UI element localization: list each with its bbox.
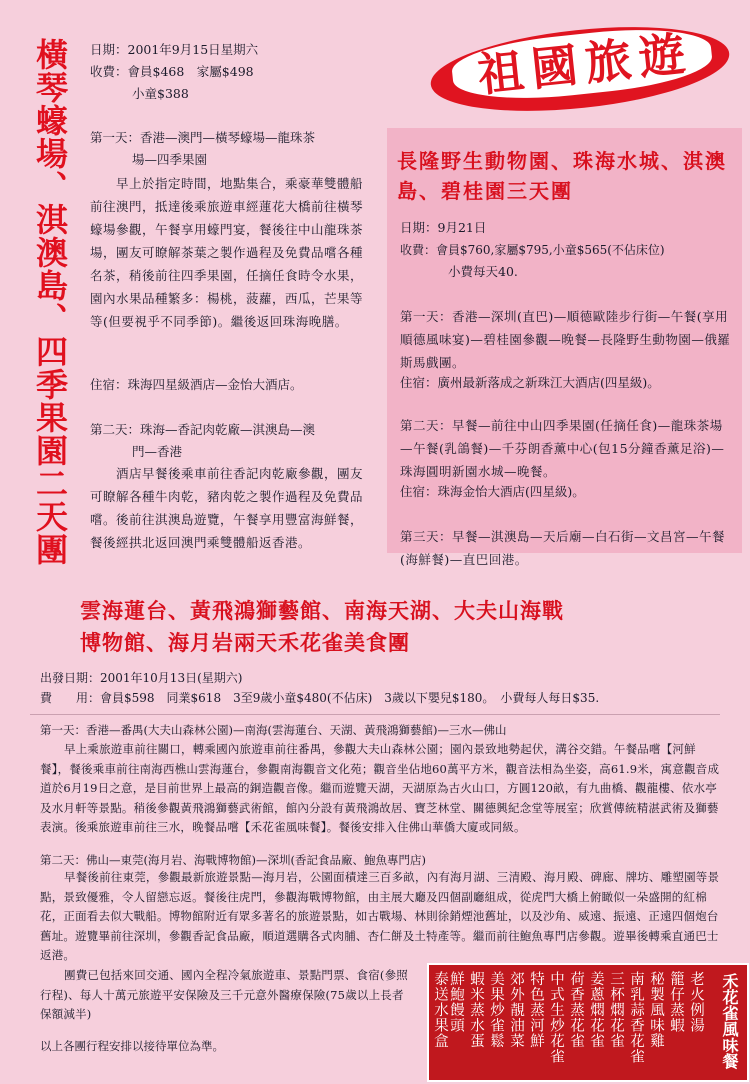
menu-item: 三杯燜花雀	[608, 971, 624, 1049]
menu-item: 特色蒸河鮮	[528, 971, 544, 1049]
tour2-date: 日期：9月21日	[400, 220, 487, 235]
tour3-day1-heading: 第一天：香港—番禺(大夫山森林公園)—南海(雲海蓮台、天湖、黃飛鴻獅藝館)—三水—佛山	[40, 723, 507, 737]
menu-item: 姜蔥燜花雀	[588, 971, 604, 1049]
menu-item: 老火例湯	[688, 971, 704, 1033]
menu-box	[427, 963, 749, 1082]
menu-item: 荷香蒸花雀	[568, 971, 584, 1049]
tour2-day2: 第二天：早餐—前往中山四季果園(任摘任食)—龍珠茶場—午餐(乳鴿餐)—千芬朗香薰中心(包15分鐘香薰足浴)—珠海圓明新園水城—晚餐。	[400, 418, 725, 479]
tour1-day2-heading: 第二天：珠海—香記肉乾廠—淇澳島—澳	[90, 422, 316, 437]
tour3-day2-heading: 第二天：佛山—東莞(海月岩、海戰博物館)—深圳(香記食品廠、鮑魚專門店)	[40, 853, 426, 867]
menu-item: 南乳蒜香花雀	[628, 971, 644, 1064]
menu-title: 禾花雀風味餐	[720, 973, 739, 1069]
tour1-date: 日期：2001年9月15日星期六	[90, 42, 259, 57]
tour3-title-line1: 雲海蓮台、黃飛鴻獅藝館、南海天湖、大夫山海戰	[80, 598, 564, 623]
menu-item: 中式生炒花雀	[548, 971, 564, 1064]
menu-item: 郊外靚油菜	[508, 971, 524, 1049]
tour1-day1-stay: 住宿：珠海四星級酒店—金怡大酒店。	[90, 377, 303, 392]
logo-text: 祖國旅遊	[475, 25, 696, 103]
tour1-day1-heading2: 場—四季果園	[132, 152, 208, 167]
tour1-fee: 收費：會員$468 家屬$498	[90, 64, 254, 79]
tour3-day2-text: 早餐後前往東莞，參觀最新旅遊景點—海月岩，公園面積達三百多畝，內有海月湖、三清殿、海月殿、碑廊、牌坊、雕塑園等景點，景致優雅，令人留戀忘返。餐後往虎門，參觀海戰博物館，由主展大廳及四個副廳組成，從虎門大橋上俯瞰似一朵盛開的紅棉花，正面看去似大戰船。博物館附近有眾多著名的旅遊景點，如古戰場、林則徐銷煙池舊址，以及沙角、威遠、振遠、正遠四個炮台舊址。遊覽畢前往深圳，參觀香記食品廠，順道選購各式肉脯、杏仁餅及土特產等。繼而前往鮑魚專門店參觀。遊畢後轉乘直通巴士返港。	[40, 870, 720, 962]
tour2-day3: 第三天：早餐—淇澳島—天后廟—白石街—文昌宮—午餐(海鮮餐)—直巴回港。	[400, 529, 726, 567]
tour3-fee-includes: 團費已包括來回交通、國內全程冷氣旅遊車、景點門票、食宿(參照行程)、每人十萬元旅遊平安保險及三千元意外醫療保險(75歲以上長者保額減半)	[40, 968, 408, 1021]
menu-item: 美果炒雀鬆	[488, 971, 504, 1049]
menu-item: 蝦米蒸水蛋	[468, 971, 484, 1049]
tour3-depart: 出發日期：2001年10月13日(星期六)	[40, 671, 243, 685]
tour2-tip: 小費每天40.	[448, 264, 518, 279]
tour2-day1-stay: 住宿：廣州最新落成之新珠江大酒店(四星級)。	[400, 375, 660, 390]
tour3-fee: 費 用：會員$598 同業$618 3至9歲小童$480(不佔床) 3歲以下嬰兒$180。 小費每人每日$35.	[40, 691, 600, 705]
tour1-day2-heading2: 門—香港	[132, 444, 183, 459]
tour1-day1-heading: 第一天：香港—澳門—橫琴蠔場—龍珠茶	[90, 130, 316, 145]
tour1-day1-text: 早上於指定時間，地點集合，乘豪華雙體船前往澳門，抵達後乘旅遊車經蓮花大橋前往橫琴蠔場參觀，午餐享用蠔門宴，餐後往中山龍珠茶場，團友可瞭解茶葉之製作過程及免費品嚐各種名茶，稍後前往四季果園，任摘任食時令水果，園內水果品種繁多：楊桃，菠蘿，西瓜，芒果等等(但要視乎不同季節)。繼後返回珠海晚膳。	[90, 176, 364, 329]
menu-item: 秘製風味雞	[648, 971, 664, 1049]
menu-item: 籠仔蒸蝦	[668, 971, 684, 1033]
tour3-title-line2: 博物館、海月岩兩天禾花雀美食團	[80, 630, 410, 655]
tour3-footer: 以上各團行程安排以接待單位為準。	[40, 1039, 224, 1053]
menu-item: 鮮鮑饅頭	[448, 971, 464, 1033]
tour2-day1: 第一天：香港—深圳(直巴)—順德歐陸步行街—午餐(享用順德風味宴)—碧桂園參觀—晚餐—長隆野生動物園—俄羅斯馬戲團。	[400, 309, 731, 370]
tour1-fee-child: 小童$388	[132, 86, 189, 101]
divider	[30, 714, 720, 715]
tour2-title: 長隆野生動物園、珠海水城、淇澳島、碧桂園三天團	[397, 149, 727, 203]
menu-item: 泰送水果盒	[432, 971, 448, 1049]
tour3-day1-text: 早上乘旅遊車前往關口，轉乘國內旅遊車前往番禺，參觀大夫山森林公園；園內景致地勢起伏，溝谷交錯。午餐品嚐【河鮮餐】，餐後乘車前往南海西樵山雲海蓮台，參觀南海觀音文化苑；觀音坐佔地60萬平方米，觀音法相為坐姿，高61.9米，寓意觀音成道於6月19日之意，是目前世界上最高的銅造觀音像。繼而遊覽天湖，天湖原為古火山口，方圓120畝，有九曲橋、觀龍樓、依水亭及水月軒等景點。稍後參觀黃飛鴻獅藝武術館，館內分設有黃飛鴻故居、寶芝林堂、關德興紀念堂等展室；欣賞傳統精湛武術及獅藝表演。後乘旅遊車前往三水，晚餐品嚐【禾花雀風味餐】。餐後安排入住佛山華僑大廈或同級。	[40, 742, 720, 834]
tour2-fee: 收費：會員$760,家屬$795,小童$565(不佔床位)	[400, 243, 665, 257]
tour1-title: 橫琴蠔場、淇澳島、四季果園二天團	[31, 38, 69, 566]
tour2-day2-stay: 住宿：珠海金怡大酒店(四星級)。	[400, 484, 585, 499]
tour1-day2-text: 酒店早餐後乘車前往香記肉乾廠參觀，團友可瞭解各種牛肉乾，豬肉乾之製作過程及免費品嚐。後前往淇澳島遊覽，午餐享用豐富海鮮餐，餐後經拱北返回澳門乘雙體船返香港。	[90, 466, 364, 550]
